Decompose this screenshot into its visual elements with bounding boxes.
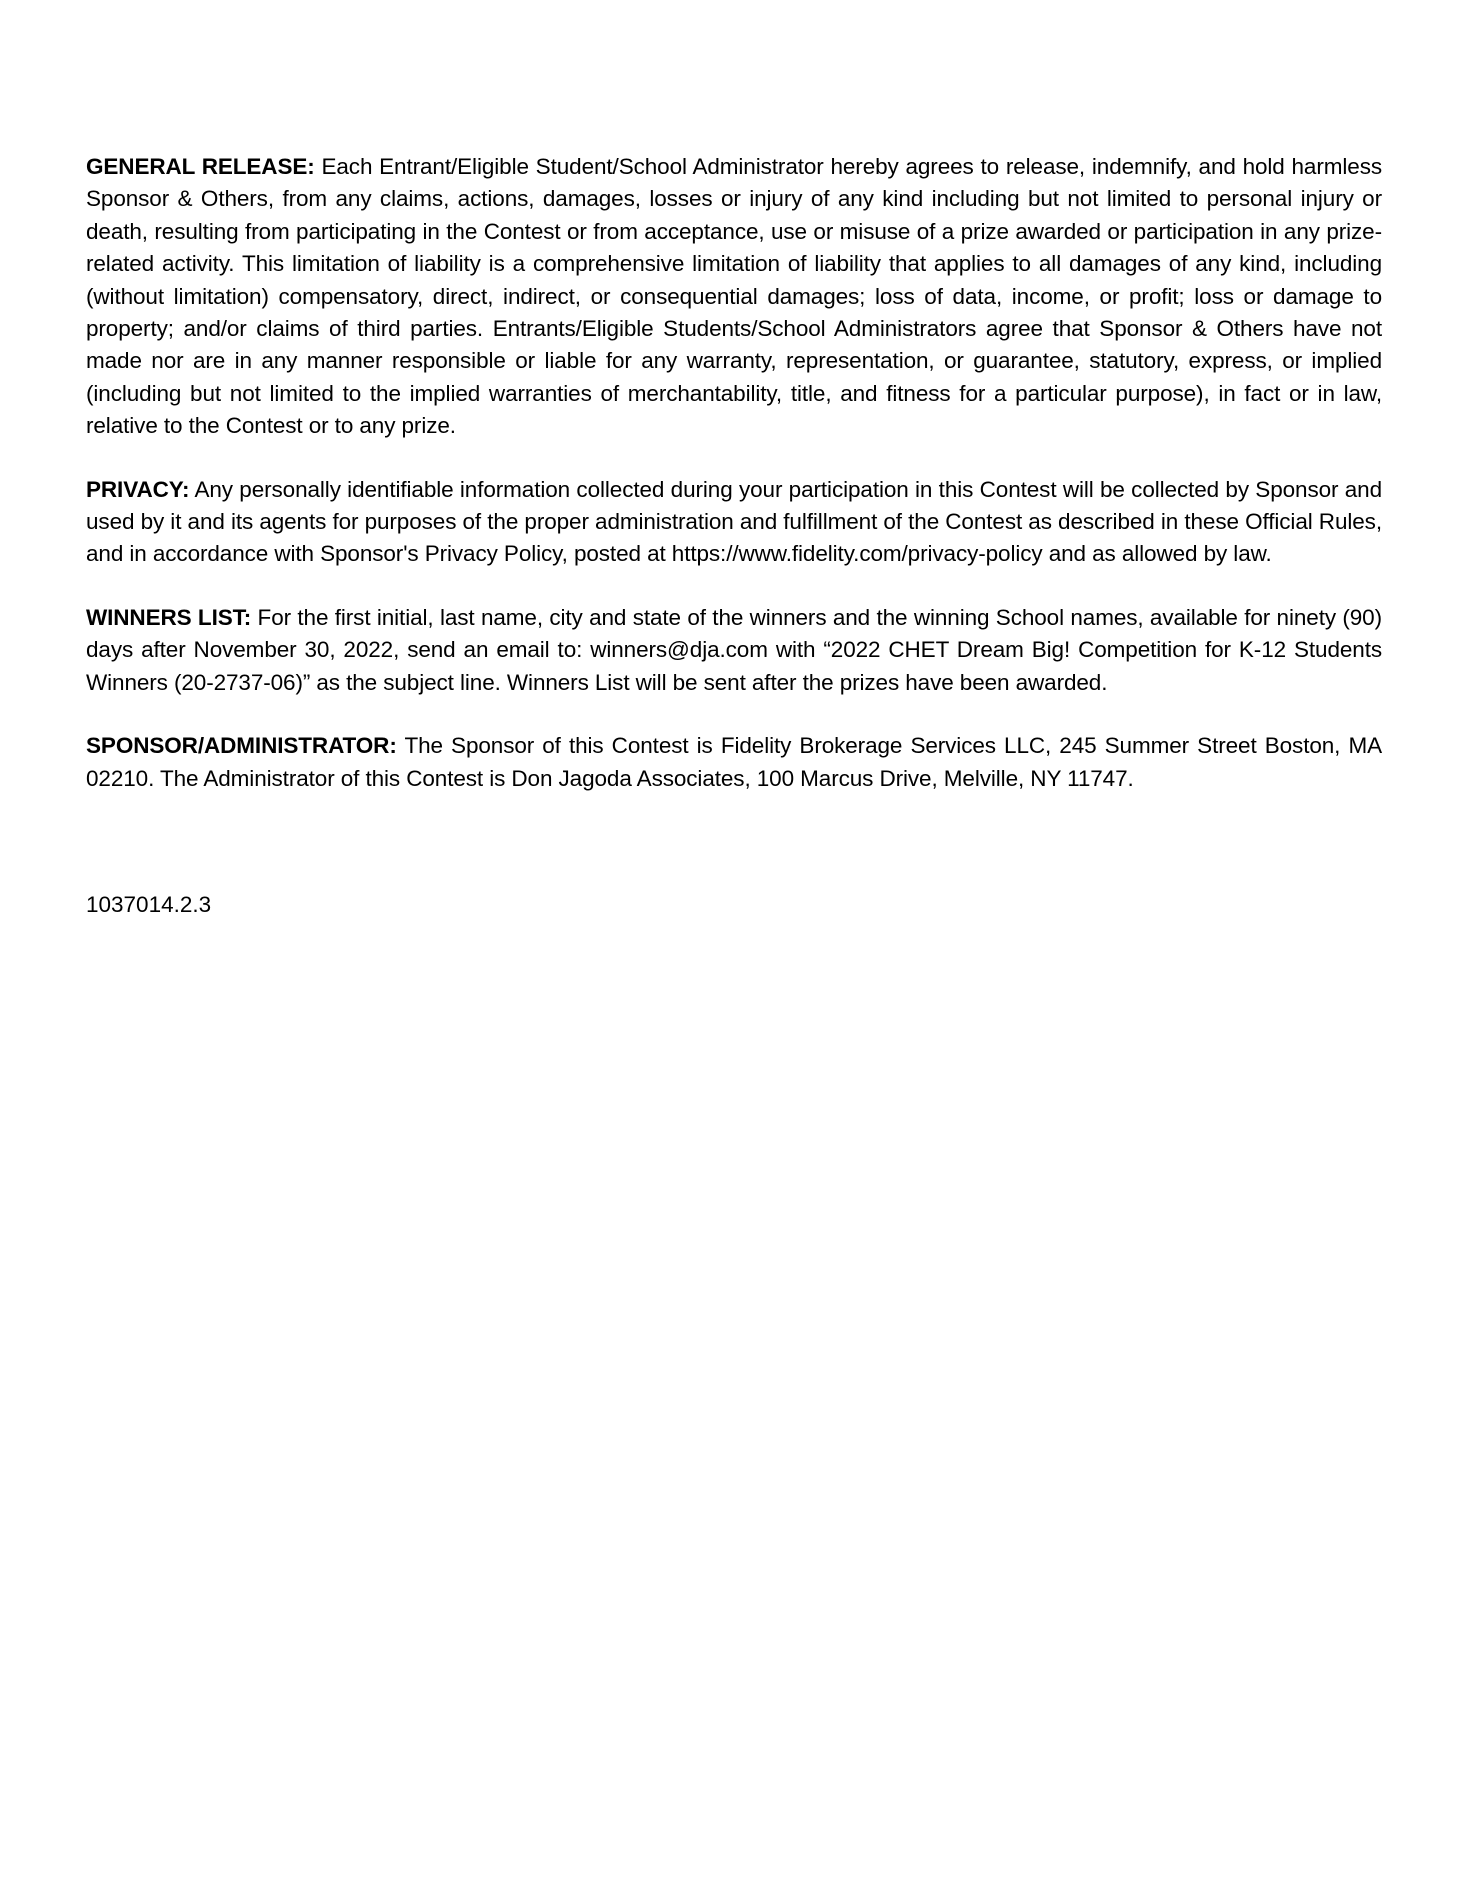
winners-list-section xyxy=(86,602,1382,699)
document-page xyxy=(86,151,1382,826)
winners-list-body: For the first initial, last name, city and state of the winners and the winning School names, available for ninety (90) days after November 30, 2022, send an email to: winners@dja.com with “2022 CHET Dream Big! Competition for K-12 Students Winners (20-2737-06)” as the subject line. Winners List will be sent after the prizes have been awarded. xyxy=(86,604,1382,695)
privacy-heading: PRIVACY: xyxy=(86,476,190,502)
privacy-body: Any personally identifiable information collected during your participation in this Contest will be collected by Sponsor and used by it and its agents for purposes of the proper administration and fulfillment of the Contest as described in these Official Rules, and in accordance with Sponsor's Privacy Policy, posted at https://www.fidelity.com/privacy-policy and as allowed by law. xyxy=(86,476,1382,567)
general-release-body: Each Entrant/Eligible Student/School Administrator hereby agrees to release, indemnify, and hold harmless Sponsor & Others, from any claims, actions, damages, losses or injury of any kind including but not limited to personal injury or death, resulting from participating in the Contest or from acceptance, use or misuse of a prize awarded or participation in any prize-related activity. This limitation of liability is a comprehensive limitation of liability that applies to all damages of any kind, including (without limitation) compensatory, direct, indirect, or consequential damages; loss of data, income, or profit; loss or damage to property; and/or claims of third parties. Entrants/Eligible Students/School Administrators agree that Sponsor & Others have not made nor are in any manner responsible or liable for any warranty, representation, or guarantee, statutory, express, or implied (including but not limited to the implied warranties of merchantability, title, and fitness for a particular purpose), in fact or in law, relative to the Contest or to any prize. xyxy=(86,154,1382,439)
winners-list-heading: WINNERS LIST: xyxy=(86,604,252,630)
general-release-heading: GENERAL RELEASE: xyxy=(86,154,315,179)
sponsor-administrator-heading: SPONSOR/ADMINISTRATOR: xyxy=(86,733,397,759)
privacy-section xyxy=(86,474,1382,571)
sponsor-administrator-body: The Sponsor of this Contest is Fidelity Brokerage Services LLC, 245 Summer Street Boston, MA 02210. The Administrator of this Contest is Don Jagoda Associates, 100 Marcus Drive, Melville, NY 11747. xyxy=(86,733,1382,791)
document-id: 1037014.2.3 xyxy=(86,892,212,917)
general-release-section xyxy=(86,151,1382,443)
sponsor-administrator-section xyxy=(86,730,1382,795)
